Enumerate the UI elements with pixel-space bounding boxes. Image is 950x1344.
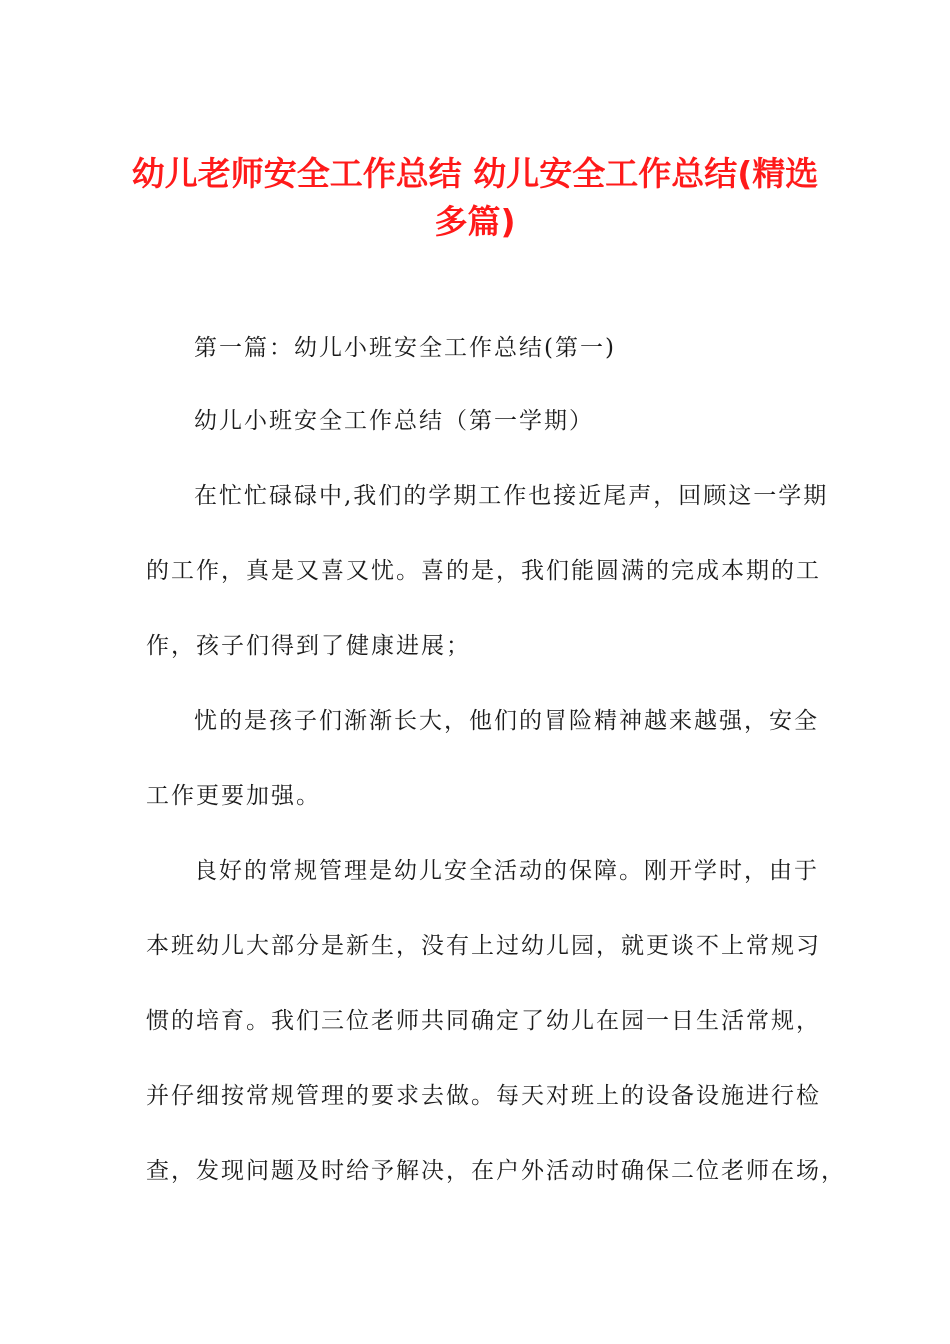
paragraph-line: 本班幼儿大部分是新生，没有上过幼儿园，就更谈不上常规习 <box>146 933 821 959</box>
paragraph-line: 忧的是孩子们渐渐长大，他们的冒险精神越来越强，安全 <box>194 708 819 734</box>
section-heading: 第一篇：幼儿小班安全工作总结(第一) <box>194 335 616 361</box>
paragraph-3 <box>146 853 846 1228</box>
paragraph-line: 的工作，真是又喜又忧。喜的是，我们能圆满的完成本期的工 <box>146 558 821 584</box>
paragraph-line: 良好的常规管理是幼儿安全活动的保障。刚开学时，由于 <box>194 858 819 884</box>
paragraph-2 <box>146 703 819 853</box>
paragraph-line: 作，孩子们得到了健康进展； <box>146 633 471 659</box>
paragraph-line: 在忙忙碌碌中,我们的学期工作也接近尾声，回顾这一学期 <box>194 483 829 509</box>
section-subheading: 幼儿小班安全工作总结（第一学期） <box>194 408 594 434</box>
paragraph-line: 查，发现问题及时给予解决，在户外活动时确保二位老师在场， <box>146 1158 846 1184</box>
document-body <box>146 330 846 1228</box>
paragraph-1 <box>146 478 829 703</box>
document-title: 幼儿老师安全工作总结 幼儿安全工作总结(精选多篇) <box>131 154 819 241</box>
paragraph-line: 工作更要加强。 <box>146 783 321 809</box>
paragraph-line: 并仔细按常规管理的要求去做。每天对班上的设备设施进行检 <box>146 1083 821 1109</box>
paragraph-line: 惯的培育。我们三位老师共同确定了幼儿在园一日生活常规， <box>146 1008 821 1034</box>
